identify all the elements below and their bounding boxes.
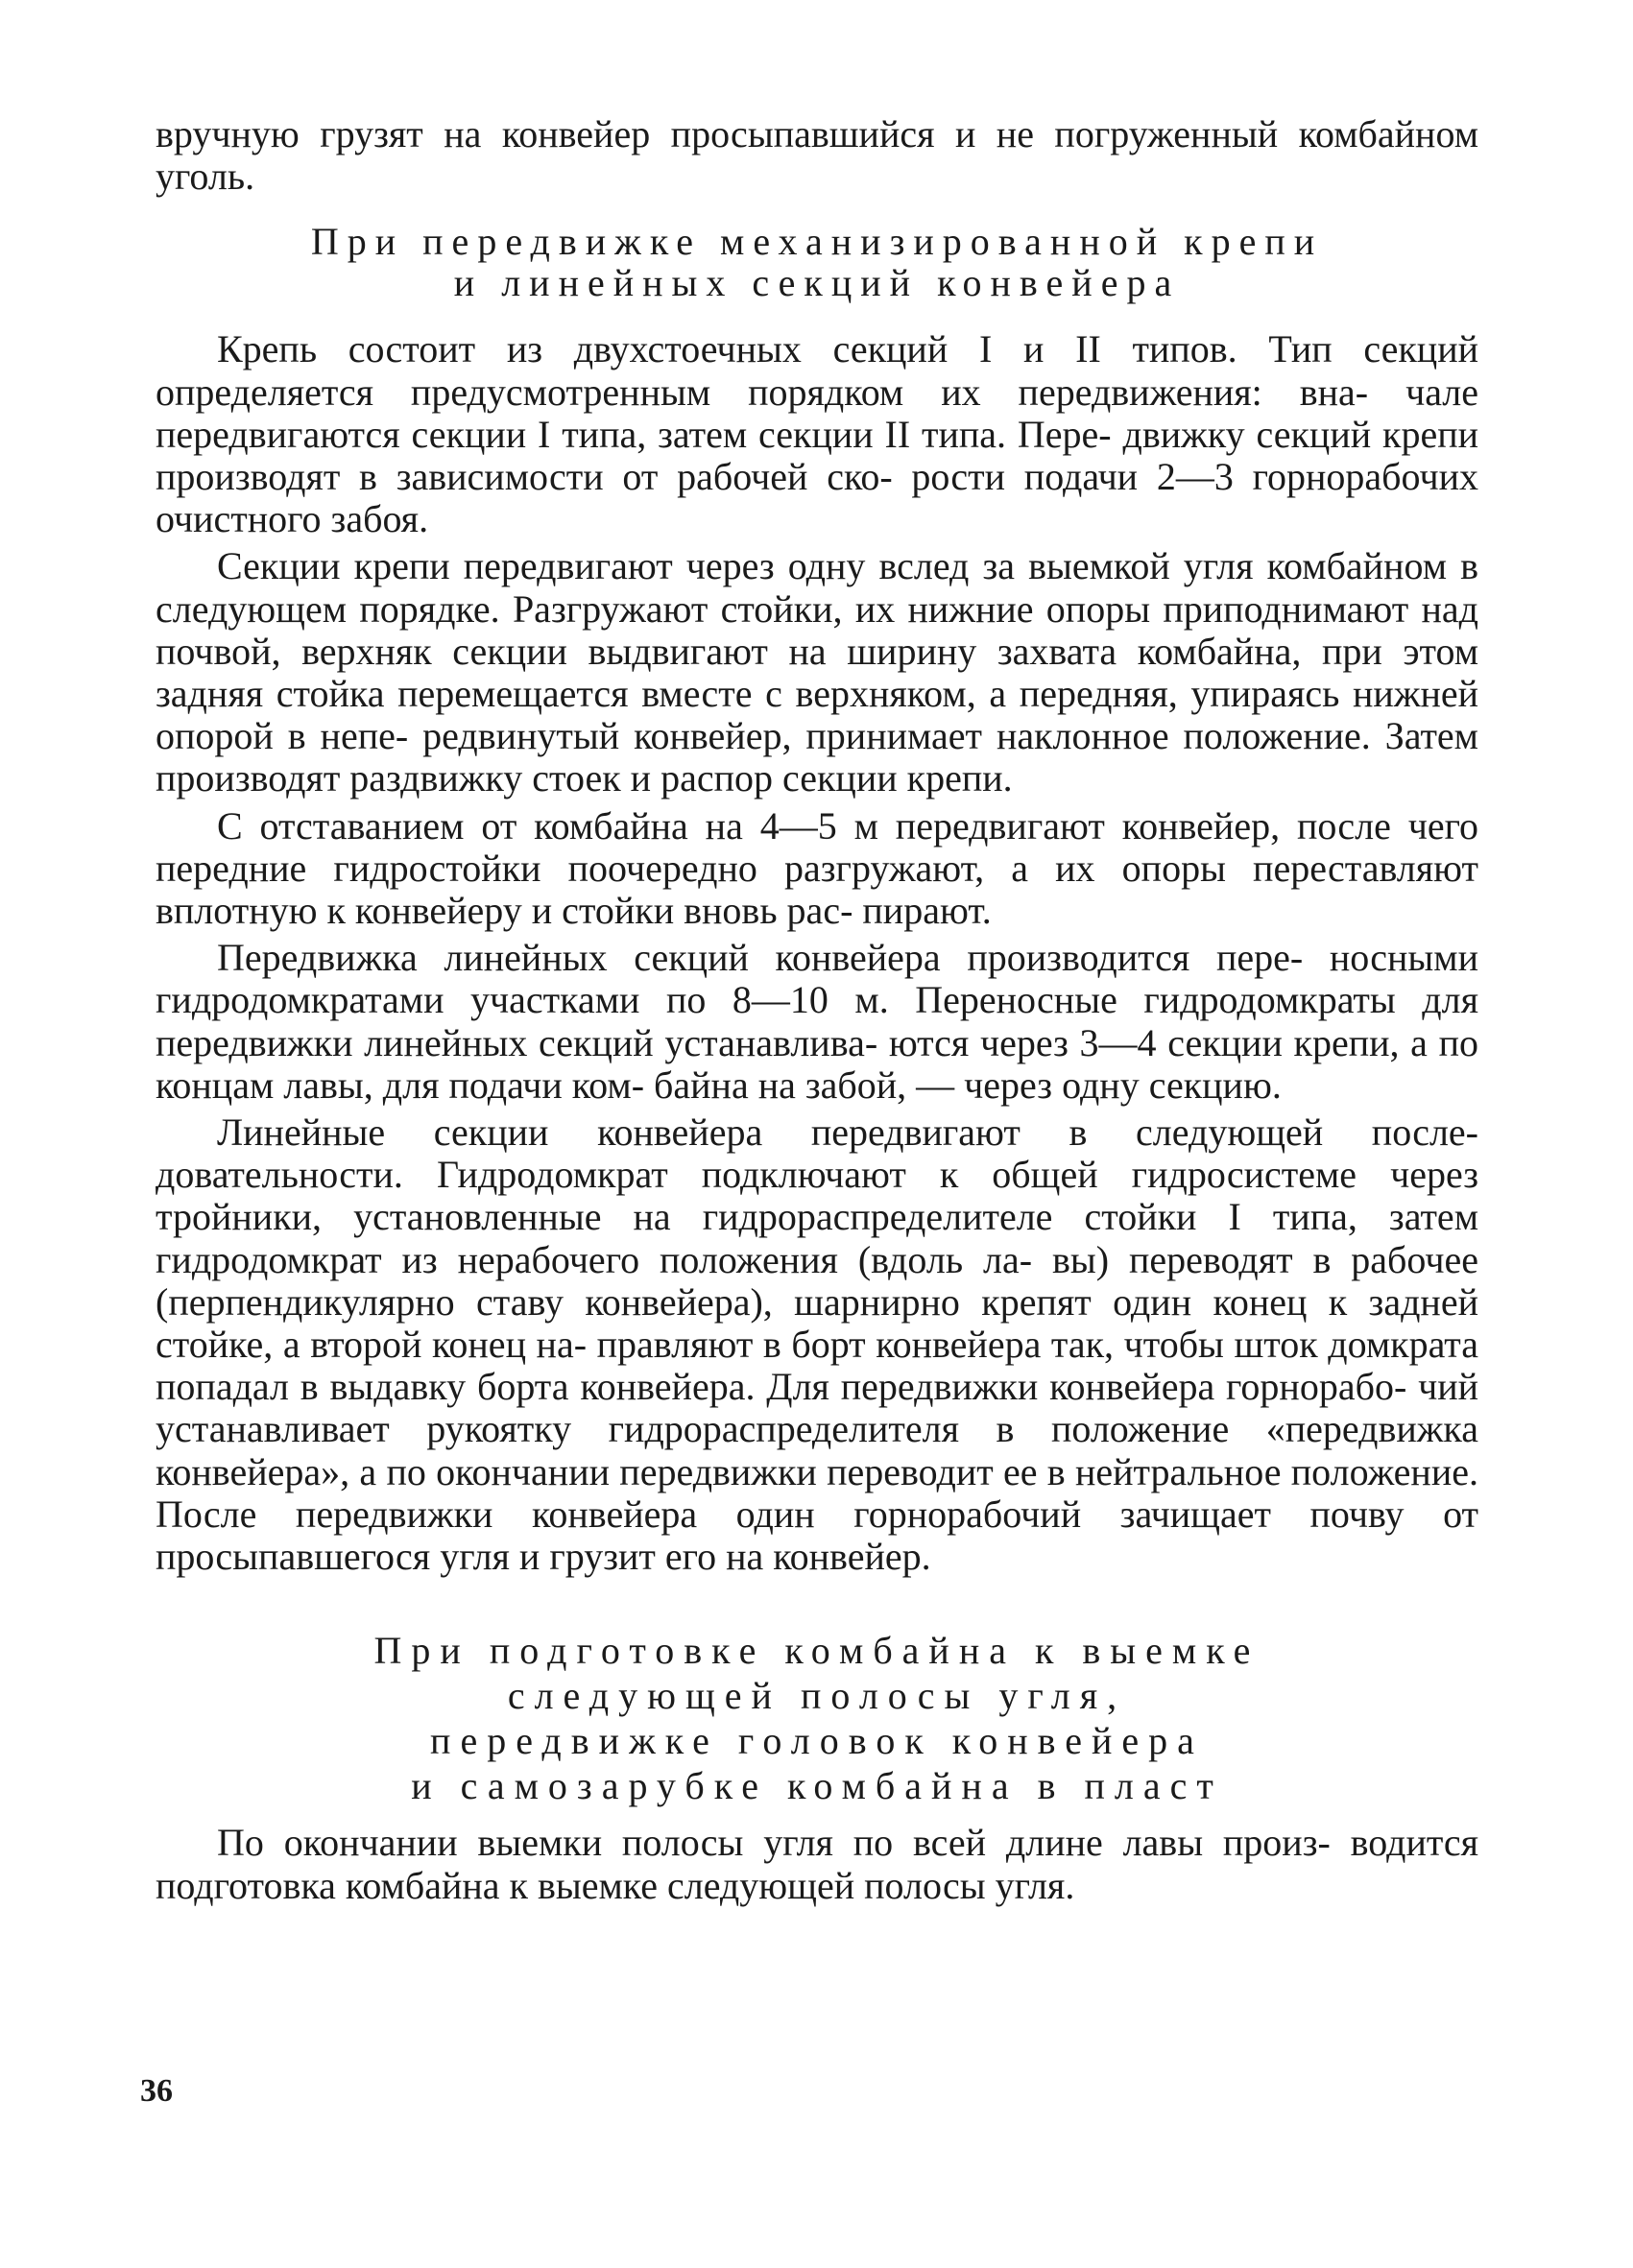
text-line: после чего передние гидростойки поочередно разгружают, а их <box>156 803 1479 890</box>
paragraph-conveyor-lag <box>156 805 1478 933</box>
text-line: ширину захвата комбайна, при этом задняя стойка перемещается <box>156 629 1479 716</box>
text-line: опоры переставляют вплотную к конвейеру и стойки вновь рас- <box>156 846 1478 933</box>
text-line: байна на забой, — через одну секцию. <box>654 1062 1282 1107</box>
text-line: вместе с верхняком, а передняя, упираясь нижней опорой в непе- <box>156 672 1479 758</box>
text-line: Передвижка линейных секций конвейера производится пере- <box>217 936 1304 980</box>
text-line: движку секций крепи производят в зависимости от рабочей ско- <box>156 412 1479 499</box>
text-line: определяется предусмотренным порядком их передвижения: вна- <box>156 370 1369 414</box>
text-line: комбайном уголь. <box>156 112 1479 199</box>
text-line: комбайном в следующем порядке. Разгружают стойки, их нижние <box>156 544 1479 631</box>
heading-line: передвижке головок конвейера <box>430 1719 1204 1763</box>
text-line: ее в нейтральное положение. После передвижки конвейера один <box>156 1449 1478 1536</box>
page-content <box>156 113 1478 1907</box>
text-line: вручную грузят на конвейер просыпавшийся и не погруженный <box>156 112 1279 155</box>
text-line: рости подачи 2—3 горнорабочих очистного забоя. <box>156 455 1478 541</box>
text-line: С отставанием от комбайна на 4—5 м передвигают конвейер, <box>217 803 1281 848</box>
text-line: чий устанавливает рукоятку гидрораспределителя в положение <box>156 1365 1479 1451</box>
page-number: 36 <box>140 2073 173 2109</box>
paragraph-advance-sequence <box>156 1111 1478 1578</box>
text-line: довательности. Гидродомкрат подключают к общей гидросистеме <box>156 1153 1357 1197</box>
text-line: «передвижка конвейера», а по окончании передвижки переводит <box>156 1407 1478 1493</box>
section-heading-2 <box>156 1628 1478 1808</box>
text-line: его на конвейер. <box>664 1535 931 1579</box>
text-line: Крепь состоит из двухстоечных секций I и II типов. Тип секций <box>217 327 1479 371</box>
heading-line: При передвижке механизированной крепи <box>310 220 1324 264</box>
text-line: ются через 3—4 секции крепи, а по концам лавы, для подачи ком- <box>156 1020 1479 1107</box>
paragraph-section-advance <box>156 545 1478 800</box>
heading-line: следующей полосы угля, <box>507 1674 1127 1718</box>
continuation-paragraph <box>156 113 1478 198</box>
text-line: чале передвигаются секции I типа, затем секции II типа. Пере- <box>156 370 1479 456</box>
paragraph-linear-sections <box>156 937 1478 1107</box>
text-line: горнорабочий зачищает почву от просыпавшегося угля и грузит <box>156 1492 1479 1579</box>
text-line: водится подготовка комбайна к выемке следующей полосы угля. <box>156 1821 1478 1907</box>
text-line: I типа, затем гидродомкрат из нерабочего положения (вдоль ла- <box>156 1195 1479 1281</box>
text-line: По окончании выемки полосы угля по всей длине лавы произ- <box>217 1821 1331 1865</box>
text-line: гидродомкраты для передвижки линейных секций устанавлива- <box>156 978 1479 1064</box>
text-line: опоры приподнимают над почвой, верхняк секции выдвигают на <box>156 586 1478 673</box>
heading-line: и линейных секций конвейера <box>453 261 1181 305</box>
text-line: пирают. <box>862 889 992 933</box>
paragraph-preparation <box>156 1822 1478 1906</box>
text-line: Линейные секции конвейера передвигают в следующей после- <box>217 1110 1478 1155</box>
text-line: редвинутый конвейер, принимает наклонное положение. Затем <box>422 714 1478 758</box>
section-heading-1 <box>156 221 1478 303</box>
text-line: выдавку борта конвейера. Для передвижки конвейера горнорабо- <box>329 1365 1407 1409</box>
heading-line: и самозарубке комбайна в пласт <box>411 1764 1223 1808</box>
paragraph-crepe-types <box>156 328 1478 540</box>
text-line: Секции крепи передвигают через одну вслед за выемкой угля <box>217 544 1254 588</box>
text-line: вы) переводят в рабочее (перпендикулярно ставу конвейера), <box>156 1237 1478 1324</box>
text-line: носными гидродомкратами участками по 8—10 м. Переносные <box>156 936 1478 1022</box>
text-line: производят раздвижку стоек и распор секции крепи. <box>156 756 1013 800</box>
text-line: через тройники, установленные на гидрораспределителе стойки <box>156 1153 1479 1239</box>
heading-line: При подготовке комбайна к выемке <box>373 1629 1261 1673</box>
text-line: шарнирно крепят один конец к задней стойке, а второй конец на- <box>156 1279 1478 1367</box>
text-line: правляют в борт конвейера так, чтобы шток домкрата попадал в <box>156 1323 1479 1409</box>
